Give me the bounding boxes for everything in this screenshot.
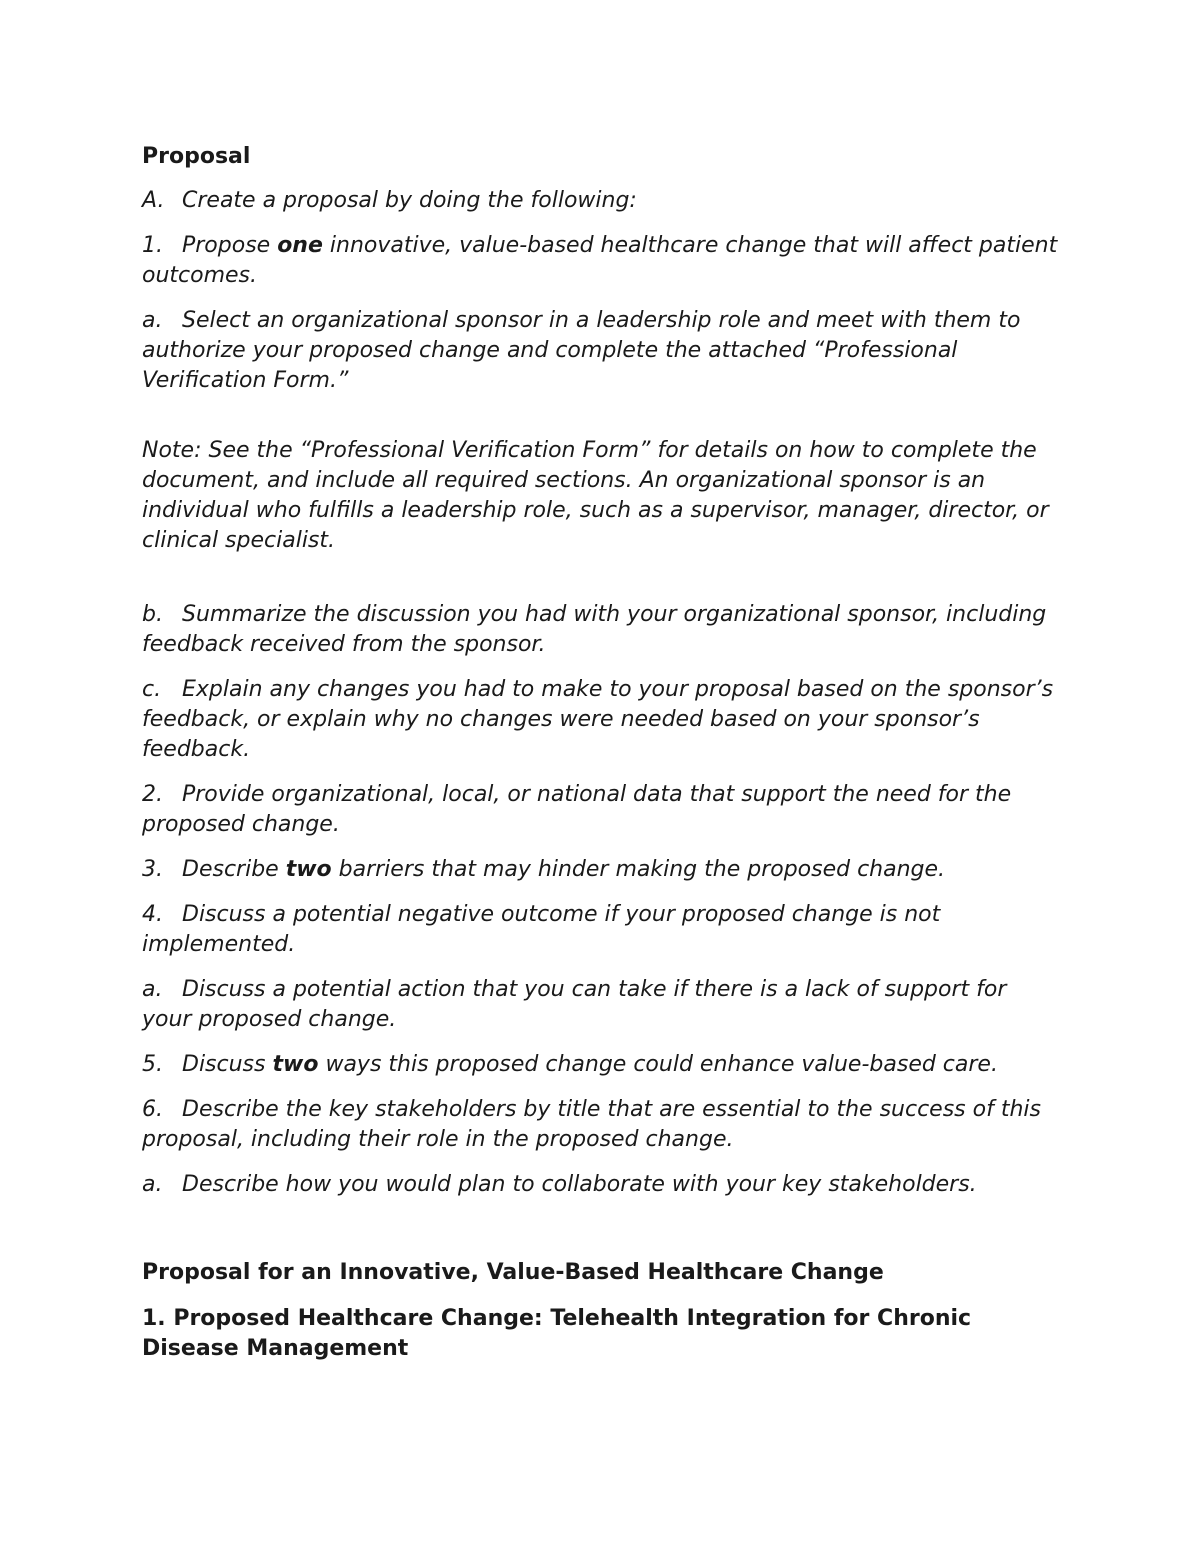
list-marker: A. [142,188,165,213]
item-text: Discuss [182,1052,273,1077]
item-text: ways this proposed change could enhance value-based care. [318,1052,998,1077]
item-text: barriers that may hinder making the proposed change. [331,857,946,882]
section-title: Proposal for an Innovative, Value-Based Healthcare Change [142,1260,884,1285]
list-item-1b [142,600,1062,660]
item-text: Explain any changes you had to make to your proposal based on the sponsor’s feedback, or explain why no changes were needed based on your sponsor’s feedback. [142,677,1054,762]
item-text: Describe how you would plan to collaborate with your key stakeholders. [182,1172,977,1197]
list-marker: b. [142,602,163,627]
list-item-6 [142,1095,1062,1155]
list-item-5 [142,1050,1062,1080]
item-text: Propose [182,233,278,258]
emphasis-text: one [277,233,323,258]
list-marker: a. [142,308,163,333]
list-item-3 [142,855,1062,885]
list-marker: 1. [142,233,163,258]
list-marker: a. [142,1172,163,1197]
list-item-1c [142,675,1062,765]
list-marker: 2. [142,782,163,807]
item-text: Select an organizational sponsor in a leadership role and meet with them to authorize your proposed change and complete the attached “Professional Verification Form.” [142,308,1021,393]
list-item-1a [142,306,1062,396]
page-title: Proposal [142,144,251,169]
emphasis-text: two [285,857,332,882]
list-marker: 3. [142,857,163,882]
item-text: Describe the key stakeholders by title that are essential to the success of this proposal, including their role in the proposed change. [142,1097,1041,1152]
item-text: Discuss a potential negative outcome if your proposed change is not implemented. [142,902,941,957]
list-item-1 [142,231,1062,291]
item-text: Provide organizational, local, or national data that support the need for the proposed change. [142,782,1012,837]
item-text: Discuss a potential action that you can take if there is a lack of support for your proposed change. [142,977,1007,1032]
list-marker: 5. [142,1052,163,1077]
item-text: Describe [182,857,286,882]
list-item-4a [142,975,1062,1035]
list-item-4 [142,900,1062,960]
item-text: Summarize the discussion you had with your organizational sponsor, including feedback received from the sponsor. [142,602,1047,657]
list-marker: c. [142,677,162,702]
list-marker: 6. [142,1097,163,1122]
instruction-text: Create a proposal by doing the following: [182,188,637,213]
instruction-a [142,186,1062,216]
list-marker: a. [142,977,163,1002]
note-paragraph: Note: See the “Professional Verification Form” for details on how to complete the document, and include all required sections. An organizational sponsor is an individual who fulfills a leadership role, such as a supervisor, manager, director, or clinical specialist. [142,438,1049,553]
list-marker: 4. [142,902,163,927]
list-item-6a [142,1170,1062,1200]
subsection-title: 1. Proposed Healthcare Change: Telehealth Integration for Chronic Disease Management [142,1306,972,1361]
item-text: innovative, value-based healthcare change that will affect patient outcomes. [142,233,1058,288]
list-item-2 [142,780,1062,840]
emphasis-text: two [272,1052,319,1077]
document-body [142,142,1062,1380]
